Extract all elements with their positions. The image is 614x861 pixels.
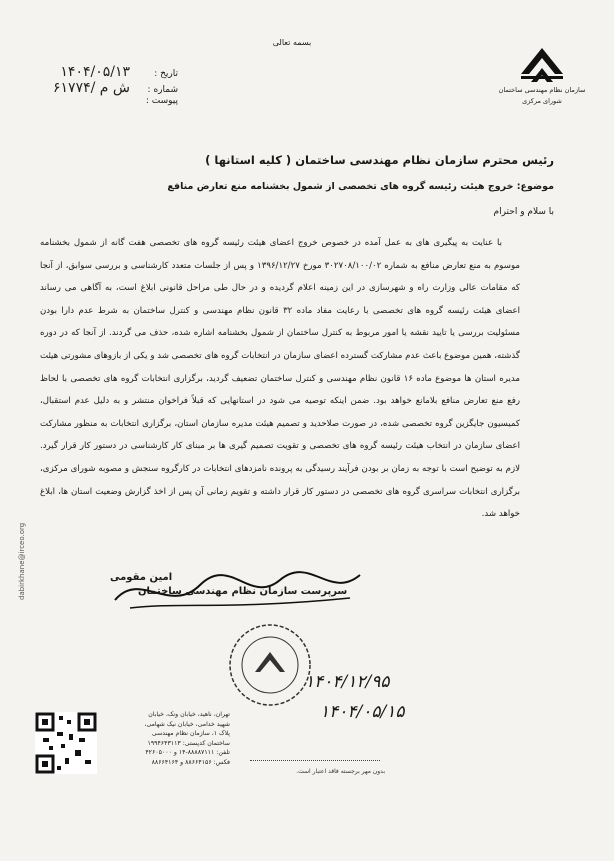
address-line: پلاک ۱، سازمان نظام مهندسی — [151, 730, 230, 738]
recipient-line: رئیس محترم سازمان نظام مهندسی ساختمان ( کلیه استانها ) — [205, 153, 554, 167]
number-value: ۶۱۷۷۴/ ش م — [53, 80, 130, 96]
handwritten-number-1: ۱۴۰۴/۱۲/۹۵ — [305, 672, 390, 692]
date-value: ۱۴۰۴/۰۵/۱۳ — [60, 64, 130, 80]
greeting: با سلام و احترام — [493, 207, 554, 217]
address-line: فکس: ۸۸۶۶۴۱۵۶ و ۸۸۶۶۴۱۶۴ — [151, 758, 230, 766]
address-line: شهید خدامی، خیابان نیک شهامی، — [144, 720, 230, 728]
signer-name: امین مقومی — [110, 572, 173, 583]
attachment-label: پیوست : — [145, 96, 178, 106]
address-line: تلفن: ۸۸۸۸۷۱۱۱-۱۴ و ۴۲۶۰۵۰۰۰ — [145, 749, 230, 757]
round-stamp-icon — [225, 620, 315, 710]
org-name: سازمان نظام مهندسی ساختمان — [498, 86, 586, 94]
org-logo — [498, 44, 586, 106]
body-paragraph: با عنایت به پیگیری های به عمل آمده در خصوص خروج اعضای هیئت رئیسه گروه های تخصصی هفت گانه از شمول بخشنامه موسوم به منع تعارض منافع به شماره ۳۰۲۷۰۸/۱۰۰/۰۲ مورخ ۱۳۹۶/۱۲/۲۷ و پس از جلسات متعدد کارشناسی و بررسی سوابق، از آنجا که مقامات عالی وزارت راه و شهرسازی در این زمینه اعلام گردیده و در حال طی مراحل قانونی ابلاغ است، به آگاهی می رساند اعضای هیئت رئیسه گروه های تخصصی با رعایت مفاد ماده ۳۲ قانون نظام مهندسی و کنترل ساختمان به شرط عدم دارا بودن مسئولیت بررسی یا تایید نقشه یا امور مربوط به کنترل ساختمان از شمول بخشنامه اشاره شده، حذف می گردند. از آنجا که در دوره گذشته، همین موضوع باعث عدم مشارکت گسترده اعضای سازمان در انتخابات گروه های تخصصی شد و یکی از بازوهای مشورتی هیئت مدیره استان ها موضوع ماده ۱۶ قانون نظام مهندسی و کنترل ساختمان تضعیف گردید، برگزاری انتخابات گروه های تخصصی با لحاظ رفع منع تعارض منافع بلامانع خواهد بود. ضمن اینکه توصیه می شود در استانهایی که قبلاً فراخوان منتشر و به دلیل عدم استقبال، کمیسیون جایگزین گروه تخصصی شده، در صورت صلاحدید و تصمیم هیئت مدیره سازمان استان، برگزاری انتخابات به منظور مشارکت اعضای سازمان در انتخاب هیئت رئیسه گروه های تخصصی و تقویت تصمیم گیری ها بر مبنای کار کارشناسی در دستور کار قرار گیرد. لازم به توضیح است با توجه به زمان بر بودن فرآیند رسیدگی به پرونده نامزدهای انتخابات در کارگروه سنجش و مصوبه شورای مرکزی، برگزاری انتخابات سراسری گروه های تخصصی در دستور کار قرار داشته و تقویم زمانی آن پس از اخذ گزارش وضعیت استان ها، ابلاغ خواهد شد. — [40, 238, 521, 520]
handwritten-number-2: ۱۴۰۴/۰۵/۱۵ — [320, 702, 405, 722]
side-email: dabirkhane@irceo.org — [18, 522, 26, 600]
attachment-row — [48, 96, 178, 112]
address-line: تهران، ناهید، خیابان ونک، خیابان — [148, 711, 230, 718]
qr-code-icon — [35, 712, 97, 774]
footer-address — [100, 710, 230, 768]
footer-note: بدون مهر برجسته فاقد اعتبار است. — [296, 768, 385, 775]
footer-divider — [250, 760, 380, 761]
org-sub: شورای مرکزی — [522, 97, 562, 105]
letter-body — [40, 232, 520, 526]
letter-meta — [48, 64, 178, 112]
bismillah-heading: بسمه تعالی — [272, 38, 312, 47]
building-logo-icon — [519, 44, 565, 84]
date-label: تاریخ : — [154, 69, 178, 79]
number-label: شماره : — [147, 85, 178, 95]
date-row — [48, 64, 178, 80]
address-line: ساختمان کدپستی: ۱۹۹۴۶۴۳۱۱۳ — [147, 739, 230, 747]
number-row — [48, 80, 178, 96]
subject-line: موضوع: خروج هیئت رئیسه گروه های تخصصی از شمول بخشنامه منع تعارض منافع — [167, 181, 554, 192]
signer-role: سرپرست سازمان نظام مهندسی ساختمان — [138, 586, 348, 597]
